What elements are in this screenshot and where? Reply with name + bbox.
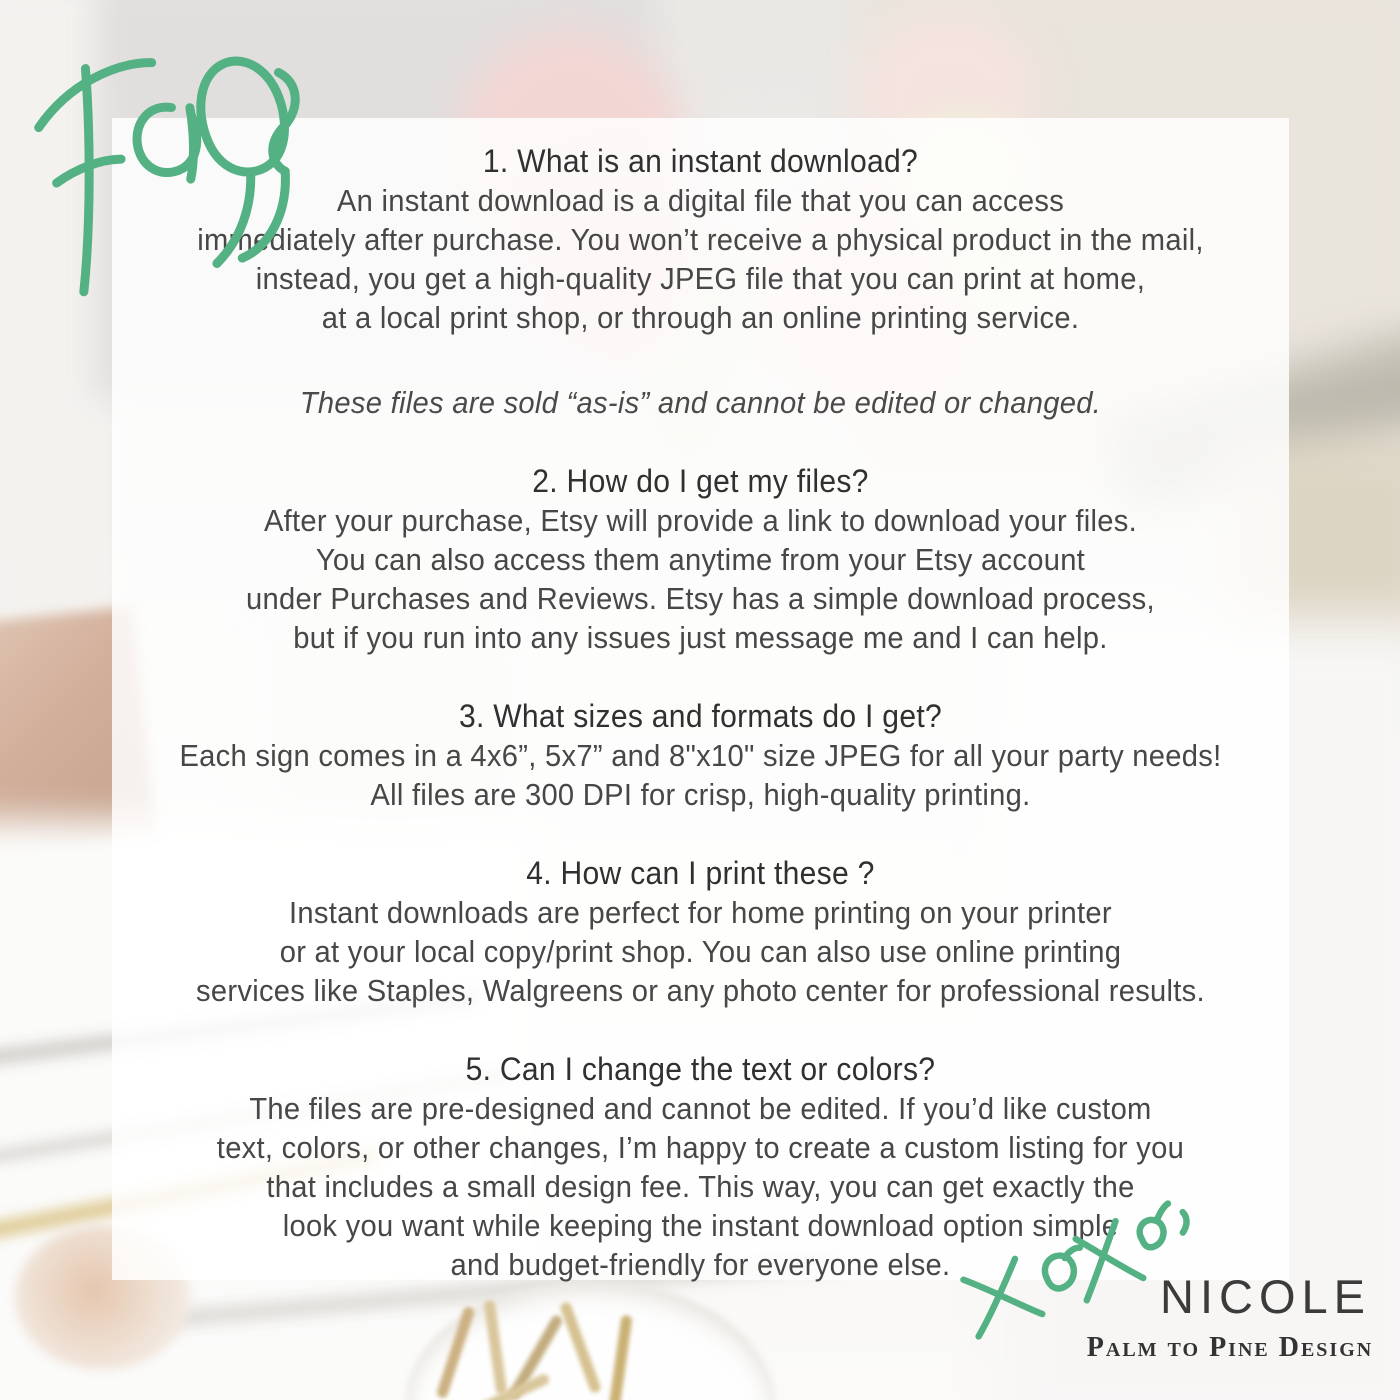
faq-question: 5. Can I change the text or colors?	[465, 1051, 936, 1087]
faq-question: 4. How can I print these ?	[526, 855, 875, 891]
faq-section-3	[147, 697, 1253, 814]
faq-answer-line: Each sign comes in a 4x6”, 5x7” and 8"x10" size JPEG for all your party needs!	[179, 738, 1222, 773]
faq-answer-line: An instant download is a digital file that you can access	[336, 183, 1065, 218]
faq-answer-line: at a local print shop, or through an online printing service.	[321, 300, 1080, 335]
faq-question: 3. What sizes and formats do I get?	[458, 698, 942, 734]
faq-answer-line: After your purchase, Etsy will provide a link to download your files.	[263, 503, 1137, 538]
faq-content	[147, 118, 1253, 1284]
faq-answer-line: look you want while keeping the instant download option simple	[282, 1208, 1119, 1243]
signature-brand: Palm to Pine Design	[1086, 1332, 1374, 1363]
faq-question: 2. How do I get my files?	[532, 463, 869, 499]
as-is-note: These files are sold “as-is” and cannot be edited or changed.	[299, 385, 1102, 420]
faq-question: 1. What is an instant download?	[482, 143, 919, 179]
faq-answer-line: All files are 300 DPI for crisp, high-quality printing.	[370, 777, 1031, 812]
faq-answer-line: and budget-friendly for everyone else.	[450, 1247, 951, 1282]
faq-section-4	[147, 854, 1253, 1010]
faq-answer-line: Instant downloads are perfect for home printing on your printer	[289, 895, 1112, 930]
faq-answer-line: but if you run into any issues just message me and I can help.	[293, 620, 1108, 655]
faq-answer-line: text, colors, or other changes, I’m happy to create a custom listing for you	[216, 1130, 1185, 1165]
faq-section-2	[147, 462, 1253, 657]
faq-answer-line: immediately after purchase. You won’t receive a physical product in the mail,	[197, 222, 1204, 257]
faq-answer-line: under Purchases and Reviews. Etsy has a simple download process,	[246, 581, 1155, 616]
faq-answer-line: You can also access them anytime from your Etsy account	[315, 542, 1086, 577]
signature-name: NICOLE	[1160, 1270, 1371, 1323]
faq-answer-line: or at your local copy/print shop. You can also use online printing	[279, 934, 1122, 969]
faq-answer-line: that includes a small design fee. This way, you can get exactly the	[266, 1169, 1135, 1204]
faq-answer-line: instead, you get a high-quality JPEG file that you can print at home,	[255, 261, 1146, 296]
faq-answer-line: The files are pre-designed and cannot be edited. If you’d like custom	[249, 1091, 1152, 1126]
faq-answer-line: services like Staples, Walgreens or any photo center for professional results.	[196, 973, 1205, 1008]
